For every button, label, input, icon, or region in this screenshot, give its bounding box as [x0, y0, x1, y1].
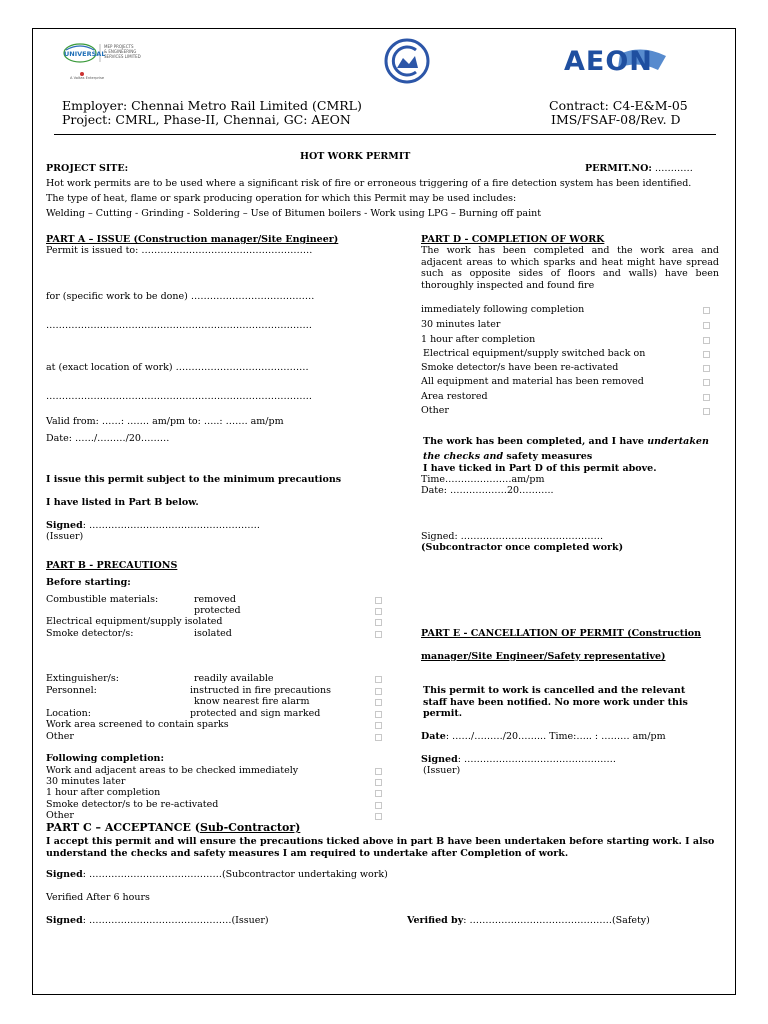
- permit-no: [585, 163, 693, 175]
- part-a-issue-line-2: I have listed in Part B below.: [46, 497, 199, 508]
- part-b-row-label: Personnel:: [46, 685, 97, 696]
- part-b-heading: PART B - PRECAUTIONS: [46, 560, 178, 571]
- part-e-heading-2: manager/Site Engineer/Safety representative): [421, 651, 666, 662]
- part-d-item: Area restored: [421, 391, 488, 402]
- part-d-decl-d: I have ticked in Part D of this permit above.: [423, 463, 657, 474]
- part-d-sub: (Subcontractor once completed work): [421, 542, 624, 553]
- part-c-signed-issuer: [46, 915, 269, 927]
- page-title: HOT WORK PERMIT: [300, 151, 411, 162]
- part-c-text: I accept this permit and will ensure the precautions ticked above in part B have been undertaken before starting work. I also understand the checks and safety measures I am required to undertake after Completion of work.: [46, 836, 715, 859]
- part-d-item: All equipment and material has been removed: [421, 376, 644, 387]
- completion-checkbox[interactable]: [375, 790, 382, 797]
- universal-tag-1: MEP PROJECTS: [104, 44, 134, 49]
- part-c-heading-b: Sub-Contractor): [199, 821, 301, 834]
- completion-check-checkbox[interactable]: [703, 365, 710, 372]
- completion-checkbox[interactable]: [375, 779, 382, 786]
- part-b-row-value: isolated: [194, 628, 232, 639]
- completion-check-checkbox[interactable]: [703, 351, 710, 358]
- aeon-logo-text: AEON: [564, 46, 653, 77]
- completion-check-checkbox[interactable]: [703, 307, 710, 314]
- part-d-item: immediately following completion: [421, 304, 585, 315]
- precaution-checkbox[interactable]: [375, 619, 382, 626]
- completion-check-checkbox[interactable]: [703, 394, 710, 401]
- part-a-dots-1: …………………………………………………………………………: [46, 320, 312, 331]
- universal-sub: A Voltas Enterprise: [70, 76, 105, 80]
- precaution-checkbox[interactable]: [375, 676, 382, 683]
- part-d-time: Time…………………am/pm: [421, 474, 545, 485]
- part-a-location: at (exact location of work) ……………………………………: [46, 362, 309, 373]
- cmrl-logo-icon: [382, 38, 432, 84]
- completion-check-checkbox[interactable]: [703, 322, 710, 329]
- part-b-row-value: know nearest fire alarm: [194, 696, 310, 707]
- universal-logo-name: UNIVERSAL: [64, 50, 106, 58]
- part-d-item: 1 hour after completion: [421, 334, 536, 345]
- part-a-issued-to: Permit is issued to: ………………………………………………: [46, 245, 313, 256]
- intro-line-3: Welding – Cutting - Grinding - Soldering – Use of Bitumen boilers - Work using LPG – Burning off paint: [46, 208, 542, 219]
- part-c-heading: [46, 821, 300, 834]
- part-d-declaration: [423, 434, 719, 464]
- part-d-item: Smoke detector/s have been re-activated: [421, 362, 619, 373]
- part-d-item: 30 minutes later: [421, 319, 501, 330]
- part-e-heading-1: PART E - CANCELLATION OF PERMIT (Construction: [421, 628, 702, 639]
- part-e-issuer: (Issuer): [423, 765, 461, 776]
- part-a-heading: PART A – ISSUE (Construction manager/Site Engineer): [46, 234, 339, 245]
- part-b-row-label: Combustible materials:: [46, 594, 159, 605]
- part-d-item: Other: [421, 405, 449, 416]
- precaution-checkbox[interactable]: [375, 688, 382, 695]
- part-b-row-value: protected: [194, 605, 241, 616]
- part-d-text: The work has been completed and the work area and adjacent areas to which sparks and heat might have spread such as opposite sides of floors and walls) have been thoroughly inspected and found fire: [421, 245, 719, 291]
- part-c-signed: [46, 869, 388, 881]
- completion-check-checkbox[interactable]: [703, 408, 710, 415]
- part-d-date: Date: ………………20………..: [421, 485, 554, 496]
- cmrl-logo: [382, 38, 432, 84]
- aeon-logo: [562, 46, 688, 80]
- part-a-dots-2: …………………………………………………………………………: [46, 391, 312, 402]
- project-site-label: PROJECT SITE:: [46, 163, 129, 174]
- part-e-text: This permit to work is cancelled and the relevant staff have been notified. No more work under this permit.: [423, 685, 688, 719]
- part-a-signed-label: Signed: [46, 520, 83, 531]
- part-b-after-item: Other: [46, 810, 74, 821]
- contract-line: Contract: C4-E&M-05: [549, 98, 688, 113]
- part-a-valid-from: Valid from: ……: ……. am/pm to: …..: ……. am/pm: [46, 416, 284, 427]
- part-a-signed-dots: : ………………………………………………: [82, 520, 260, 531]
- part-a-specific-work: for (specific work to be done) …………………………………: [46, 291, 315, 302]
- part-c-signed-label: Signed: [46, 869, 83, 880]
- part-b-row-label: Extinguisher/s:: [46, 673, 119, 684]
- part-c-verified-by-rest: : ………………………………………(Safety): [463, 915, 650, 926]
- part-d-decl-a: The work has been completed, and I have: [423, 436, 648, 447]
- completion-checkbox[interactable]: [375, 768, 382, 775]
- intro-line-1: Hot work permits are to be used where a significant risk of fire or erroneous triggering of a fire detection system has been identified.: [46, 178, 692, 189]
- part-b-row-label: Other: [46, 731, 74, 742]
- part-c-heading-a: PART C – ACCEPTANCE (: [46, 821, 200, 834]
- part-d-decl-b: undertaken the checks and: [423, 436, 709, 462]
- part-c-verified-after: Verified After 6 hours: [46, 892, 150, 903]
- part-b-after-item: 1 hour after completion: [46, 787, 161, 798]
- part-b-after-item: Smoke detector/s to be re-activated: [46, 799, 219, 810]
- project-line: Project: CMRL, Phase-II, Chennai, GC: AEON: [62, 112, 351, 127]
- part-b-after-item: Work and adjacent areas to be checked immediately: [46, 765, 299, 776]
- precaution-checkbox[interactable]: [375, 722, 382, 729]
- part-e-date-label: Date: [421, 731, 446, 742]
- part-b-row-label: Smoke detector/s:: [46, 628, 134, 639]
- part-b-before: Before starting:: [46, 577, 131, 588]
- completion-check-checkbox[interactable]: [703, 337, 710, 344]
- part-b-row-value: readily available: [194, 673, 274, 684]
- part-b-row-value: instructed in fire precautions: [190, 685, 331, 696]
- part-e-date: [421, 731, 666, 743]
- precaution-checkbox[interactable]: [375, 597, 382, 604]
- ims-line: IMS/FSAF-08/Rev. D: [551, 112, 681, 127]
- permit-no-label: PERMIT.NO:: [585, 163, 652, 174]
- part-d-item: Electrical equipment/supply switched back on: [423, 348, 646, 359]
- universal-tag-3: SERVICES LIMITED: [104, 54, 141, 59]
- universal-logo: [62, 40, 162, 80]
- part-b-row-label: Work area screened to contain sparks: [46, 719, 229, 730]
- part-c-verified-by-label: Verified by: [407, 915, 464, 926]
- part-c-verified-by: [407, 915, 650, 927]
- precaution-checkbox[interactable]: [375, 699, 382, 706]
- precaution-checkbox[interactable]: [375, 631, 382, 638]
- precaution-checkbox[interactable]: [375, 711, 382, 718]
- part-c-signed2-label: Signed: [46, 915, 83, 926]
- completion-checkbox[interactable]: [375, 802, 382, 809]
- part-a-issue-line-1: I issue this permit subject to the minimum precautions: [46, 474, 342, 485]
- part-d-decl-c: safety measures: [503, 451, 593, 462]
- permit-no-value: …………: [651, 163, 693, 174]
- universal-tag-2: & ENGINEERING: [104, 49, 137, 54]
- part-a-signed: [46, 520, 260, 532]
- precaution-checkbox[interactable]: [375, 608, 382, 615]
- header-rule: [54, 134, 716, 135]
- part-d-heading: PART D - COMPLETION OF WORK: [421, 234, 605, 245]
- employer-line: Employer: Chennai Metro Rail Limited (CMRL): [62, 98, 362, 113]
- part-e-date-rest: : ……/………/20……... Time:….. : ……… am/pm: [445, 731, 666, 742]
- intro-line-2: The type of heat, flame or spark producing operation for which this Permit may be used includes:: [46, 193, 517, 204]
- part-e-signed: [421, 754, 616, 766]
- part-a-date: Date: ……/………/20………: [46, 433, 170, 444]
- part-e-signed-rest: : …………………………………………: [457, 754, 616, 765]
- part-d-signed: Signed: ………………………………………: [421, 531, 604, 542]
- part-b-following: Following completion:: [46, 753, 164, 764]
- part-a-issuer: (Issuer): [46, 531, 84, 542]
- part-c-signed2-rest: : ………………………………………(Issuer): [82, 915, 269, 926]
- part-b-row-value: protected and sign marked: [190, 708, 321, 719]
- part-e-signed-label: Signed: [421, 754, 458, 765]
- completion-checkbox[interactable]: [375, 813, 382, 820]
- completion-check-checkbox[interactable]: [703, 379, 710, 386]
- part-b-row-label: Electrical equipment/supply isolated: [46, 616, 223, 627]
- part-b-row-label: Location:: [46, 708, 91, 719]
- part-b-after-item: 30 minutes later: [46, 776, 126, 787]
- part-c-signed-rest: : ……………………………………(Subcontractor undertaking work): [82, 869, 388, 880]
- part-b-row-value: removed: [194, 594, 236, 605]
- precaution-checkbox[interactable]: [375, 734, 382, 741]
